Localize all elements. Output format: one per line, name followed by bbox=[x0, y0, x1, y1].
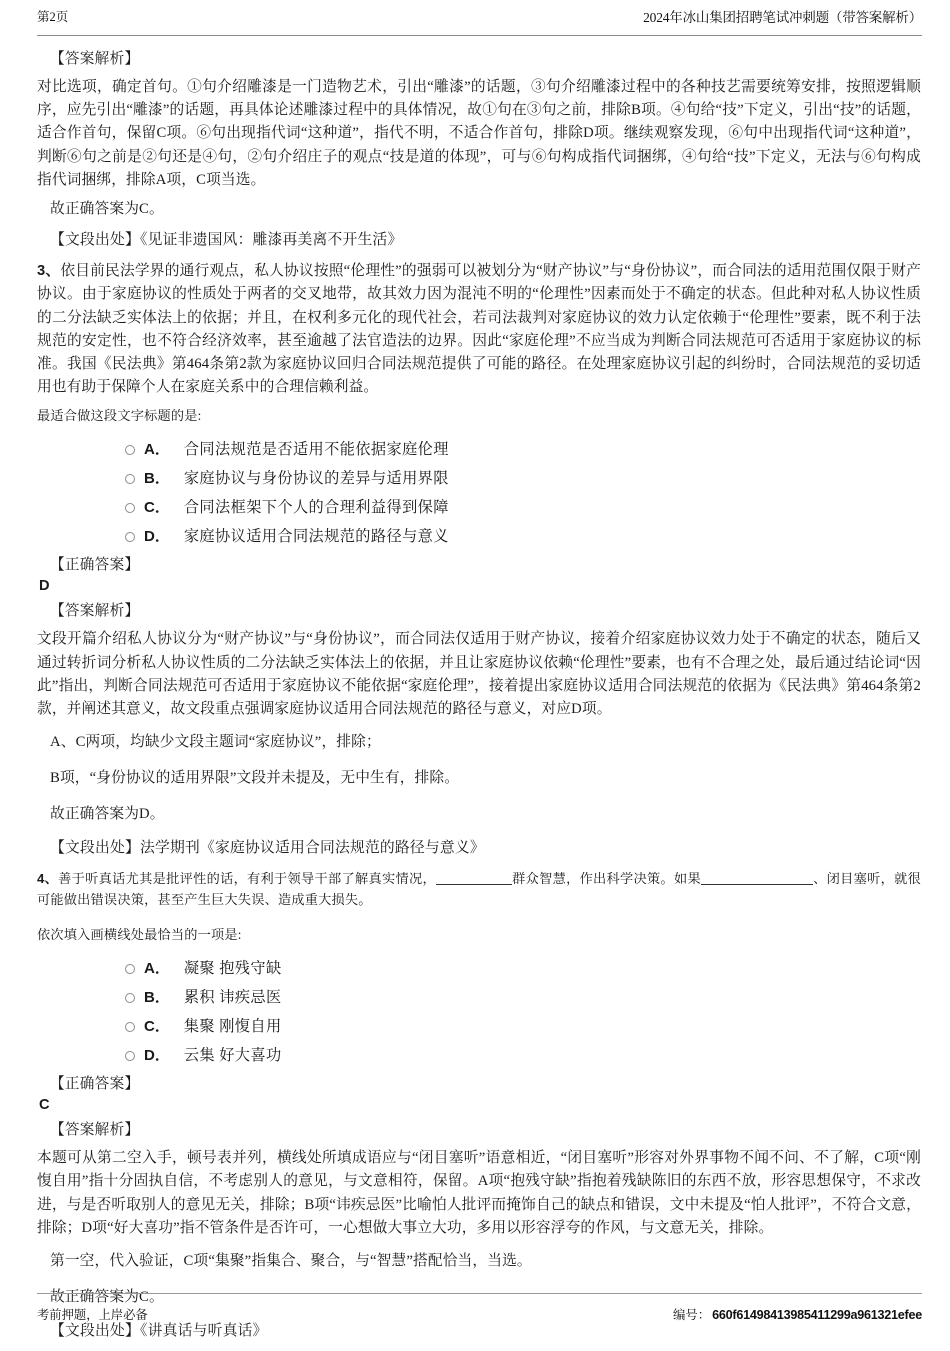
option-b[interactable] bbox=[37, 465, 921, 490]
option-text: 集聚 刚愎自用 bbox=[183, 1018, 282, 1036]
option-b[interactable] bbox=[37, 984, 921, 1009]
radio-button-icon[interactable] bbox=[125, 474, 135, 484]
question-4-stem: 依次填入画横线处最恰当的一项是: bbox=[37, 927, 242, 943]
option-letter: B． bbox=[144, 989, 170, 1007]
radio-button-icon[interactable] bbox=[125, 964, 135, 974]
footer-code-label: 编号： bbox=[673, 1308, 711, 1322]
q2-analysis-label: 【答案解析】 bbox=[50, 51, 140, 67]
page-content bbox=[37, 44, 921, 1351]
question-4-passage-part1: 善于听真话尤其是批评性的话，有利于领导干部了解真实情况， bbox=[58, 871, 436, 887]
question-3-options bbox=[37, 436, 921, 548]
option-text: 累积 讳疾忌医 bbox=[183, 989, 282, 1007]
option-letter: C． bbox=[144, 499, 170, 517]
q2-source-label: 【文段出处】 bbox=[50, 232, 140, 249]
question-3-passage-text: 依目前民法学界的通行观点，私人协议按照“伦理性”的强弱可以被划分为“财产协议”与“身份协议”，而合同法的适用范围仅限于财产协议。由于家庭协议的性质处于两者的交叉地带，故其效力因为混沌不明的“伦理性”因素而处于不确定的状态。但此种对私人协议性质的二分法缺乏实体法上的依据；并且，在权利多元化的现代社会，若司法裁判对家庭协议的效力认定依赖于“伦理性”要素，既不利于法规范的安定性，也不符合经济效率，甚至逾越了法官造法的边界。因此“家庭伦理”不应当成为判断合同法规范可否适用于家庭协议的标准。我国《民法典》第464条第2款为家庭协议回归合同法规范提供了可能的路径。在处理家庭协议引起的纠纷时，合同法规范的妥切适用也有助于保障个人在家庭关系中的合理信赖利益。 bbox=[37, 263, 921, 396]
question-4-number: 4、 bbox=[37, 871, 59, 887]
radio-button-icon[interactable] bbox=[125, 503, 135, 513]
option-text: 家庭协议与身份协议的差异与适用界限 bbox=[183, 470, 449, 488]
question-3-correct-answer-label: 【正确答案】 bbox=[50, 557, 140, 574]
fill-blank-1[interactable] bbox=[436, 871, 512, 885]
option-a[interactable] bbox=[37, 955, 921, 980]
footer-slogan: 考前押题，上岸必备 bbox=[37, 1308, 148, 1322]
question-4-analysis-point-1: 第一空，代入验证，C项“集聚”指集合、聚合，与“智慧”搭配恰当，当选。 bbox=[50, 1253, 532, 1270]
q2-analysis-body: 对比选项，确定首句。①句介绍雕漆是一门造物艺术，引出“雕漆”的话题，③句介绍雕漆过程中的各种技艺需要统筹安排，按照逻辑顺序，应先引出“雕漆”的话题，再具体论述雕漆过程中的具体情况，故①句在③句之前，排除B项。④句给“技”下定义，引出“技”的话题，适合作首句，保留C项。⑥句出现指代词“这种道”，指代不明，不适合作首句，排除D项。继续观察发现，⑥句中出现指代词“这种道”，判断⑥句之前是②句还是④句，②句介绍庄子的观点“技是道的体现”，可与⑥句构成指代词捆绑，④句给“技”下定义，无法与⑥句构成指代词捆绑，排除A项，C项当选。 bbox=[37, 79, 921, 188]
question-4-passage-part2: 群众智慧，作出科学决策。如果 bbox=[511, 871, 702, 887]
question-3-passage bbox=[37, 260, 921, 399]
question-3-source-text: 法学期刊《家庭协议适用合同法规范的路径与意义》 bbox=[139, 840, 485, 857]
option-letter: A． bbox=[144, 441, 170, 459]
question-4-passage bbox=[37, 868, 921, 910]
page-number-label: 第2页 bbox=[37, 10, 69, 24]
page-header bbox=[37, 10, 922, 36]
question-3-analysis-conclusion: 故正确答案为D。 bbox=[50, 806, 165, 823]
radio-button-icon[interactable] bbox=[125, 532, 135, 542]
q2-analysis-conclusion: 故正确答案为C。 bbox=[50, 201, 164, 218]
question-3-analysis-point-2: B项，“身份协议的适用界限”文段并未提及，无中生有，排除。 bbox=[50, 770, 460, 787]
question-4-analysis-label: 【答案解析】 bbox=[50, 1122, 140, 1139]
option-letter: A． bbox=[144, 960, 170, 978]
fill-blank-2[interactable] bbox=[701, 871, 813, 885]
question-4-correct-answer-value: C bbox=[39, 1097, 50, 1114]
radio-button-icon[interactable] bbox=[125, 445, 135, 455]
option-text: 凝聚 抱残守缺 bbox=[183, 960, 282, 978]
question-3-source-label: 【文段出处】 bbox=[50, 840, 140, 857]
option-text: 合同法规范是否适用不能依据家庭伦理 bbox=[183, 441, 449, 459]
document-title: 2024年冰山集团招聘笔试冲刺题（带答案解析） bbox=[643, 10, 922, 25]
footer-code-value: 660f61498413985411299a961321efee bbox=[712, 1308, 922, 1322]
q2-source-text: 《见证非遗国风：雕漆再美离不开生活》 bbox=[139, 232, 403, 249]
radio-button-icon[interactable] bbox=[125, 1051, 135, 1061]
question-4-analysis-conclusion: 故正确答案为C。 bbox=[50, 1289, 164, 1306]
question-3-source-line bbox=[50, 837, 921, 860]
question-4-passage-part3: 、闭目塞听，就很可能做出错误决策，甚至产生巨大失误、造成重大损失。 bbox=[37, 871, 921, 908]
question-3-stem: 最适合做这段文字标题的是: bbox=[37, 408, 202, 424]
question-4-source-label: 【文段出处】 bbox=[50, 1323, 140, 1340]
option-d[interactable] bbox=[37, 1042, 921, 1067]
question-4-options bbox=[37, 955, 921, 1067]
option-text: 家庭协议适用合同法规范的路径与意义 bbox=[183, 528, 449, 546]
question-3-analysis-body: 文段开篇介绍私人协议分为“财产协议”与“身份协议”，而合同法仅适用于财产协议，接着介绍家庭协议效力处于不确定的状态，随后又通过转折词分析私人协议性质的二分法缺乏实体法上的依据，并且让家庭协议依赖“伦理性”要素，也有不合理之处，最后通过结论词“因此”指出，判断合同法规范可否适用于家庭协议不能依据“家庭伦理”，接着提出家庭协议适用合同法规范的依据为《民法典》第464条第2款，并阐述其意义，故文段重点强调家庭协议适用合同法规范的路径与意义，对应D项。 bbox=[37, 631, 921, 718]
question-4-correct-answer-label: 【正确答案】 bbox=[50, 1076, 140, 1093]
footer-code bbox=[673, 1308, 922, 1323]
option-text: 合同法框架下个人的合理利益得到保障 bbox=[183, 499, 449, 517]
question-4-source-line bbox=[50, 1320, 921, 1343]
radio-button-icon[interactable] bbox=[125, 1022, 135, 1032]
option-a[interactable] bbox=[37, 436, 921, 461]
question-3-analysis-label: 【答案解析】 bbox=[50, 603, 140, 620]
option-c[interactable] bbox=[37, 494, 921, 519]
question-3-analysis-point-1: A、C两项，均缺少文段主题词“家庭协议”，排除； bbox=[50, 734, 381, 751]
question-3-correct-answer-value: D bbox=[39, 578, 50, 595]
option-letter: D． bbox=[144, 528, 170, 546]
page-footer bbox=[37, 1293, 922, 1323]
option-letter: C． bbox=[144, 1018, 170, 1036]
question-3-number: 3、 bbox=[37, 263, 61, 280]
option-d[interactable] bbox=[37, 523, 921, 548]
question-4-source-text: 《讲真话与听真话》 bbox=[139, 1323, 268, 1340]
radio-button-icon[interactable] bbox=[125, 993, 135, 1003]
option-c[interactable] bbox=[37, 1013, 921, 1038]
option-letter: B． bbox=[144, 470, 170, 488]
q2-source-line bbox=[50, 229, 921, 252]
option-text: 云集 好大喜功 bbox=[183, 1047, 282, 1065]
option-letter: D． bbox=[144, 1047, 170, 1065]
question-4-analysis-body: 本题可从第二空入手，顿号表并列，横线处所填成语应与“闭目塞听”语意相近，“闭目塞听”形容对外界事物不闻不问、不了解，C项“刚愎自用”指十分固执自信，不考虑别人的意见，与文意相符，保留。A项“抱残守缺”指抱着残缺陈旧的东西不放，形容思想保守，不求改进，与是否听取别人的意见无关，排除；B项“讳疾忌医”比喻怕人批评而掩饰自己的缺点和错误，文中未提及“怕人批评”，不符合文意，排除；D项“好大喜功”指不管条件是否许可，一心想做大事立大功，多用以形容浮夸的作风，与文意无关，排除。 bbox=[37, 1150, 921, 1236]
